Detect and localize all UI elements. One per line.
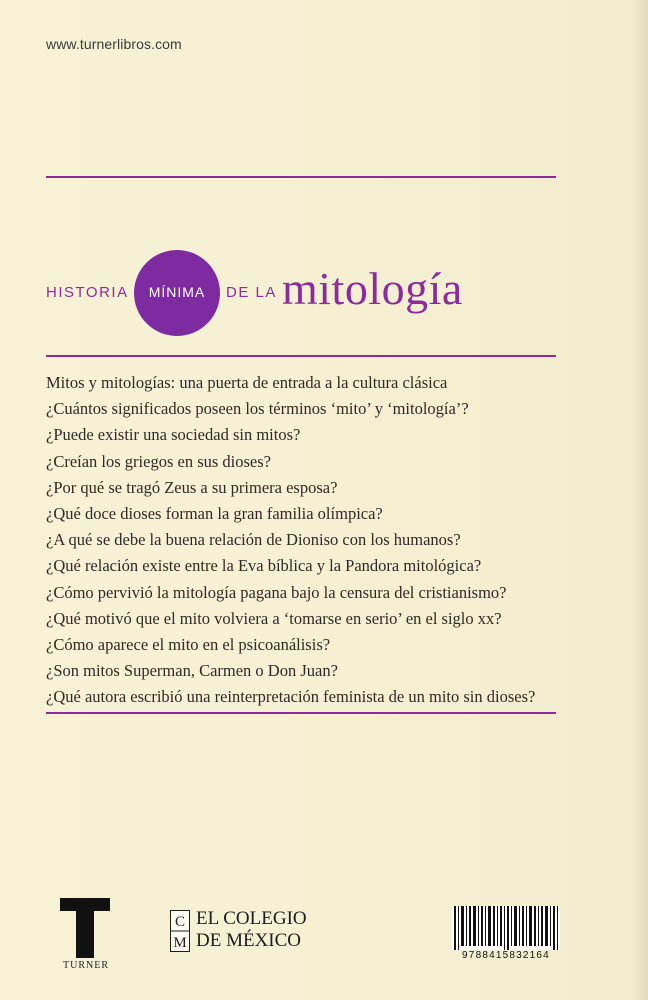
colegio-name <box>196 908 307 952</box>
turner-label: TURNER <box>63 960 109 971</box>
book-title <box>46 250 566 336</box>
barcode-icon <box>452 906 560 950</box>
svg-text:C: C <box>174 914 186 930</box>
title-minima: MÍNIMA <box>148 284 206 300</box>
turner-logo-icon <box>60 898 110 960</box>
colegio-logo-icon <box>170 910 190 952</box>
divider-middle <box>46 355 556 357</box>
question-item: ¿Qué motivó que el mito volviera a ‘tomarse en serio’ en el siglo xx? <box>46 608 502 628</box>
question-item: ¿Qué doce dioses forman la gran familia olímpica? <box>46 504 383 524</box>
question-item: ¿Cuántos significados poseen los términos ‘mito’ y ‘mitología’? <box>46 399 469 419</box>
publisher-website[interactable]: www.turnerlibros.com <box>46 36 182 52</box>
colegio-line2: DE MÉXICO <box>196 930 302 951</box>
question-list <box>46 370 586 711</box>
title-de-la: DE LA <box>226 284 277 301</box>
question-item: ¿Cómo aparece el mito en el psicoanálisis? <box>46 635 331 655</box>
question-item: ¿A qué se debe la buena relación de Dioniso con los humanos? <box>46 530 461 550</box>
divider-bottom <box>46 712 556 714</box>
svg-text:M: M <box>173 935 187 951</box>
question-item: ¿Qué relación existe entre la Eva bíblica y la Pandora mitológica? <box>46 556 482 576</box>
question-item: ¿Por qué se tragó Zeus a su primera esposa? <box>46 477 338 497</box>
question-item: ¿Cómo pervivió la mitología pagana bajo la censura del cristianismo? <box>46 582 507 602</box>
question-item: ¿Creían los griegos en sus dioses? <box>46 451 271 471</box>
title-mitologia: mitología <box>282 263 463 314</box>
title-historia: HISTORIA <box>46 284 129 301</box>
page-edge-shadow <box>632 0 648 1000</box>
question-item: ¿Puede existir una sociedad sin mitos? <box>46 425 301 445</box>
question-item: ¿Son mitos Superman, Carmen o Don Juan? <box>46 661 338 681</box>
question-item: Mitos y mitologías: una puerta de entrada a la cultura clásica <box>46 373 448 392</box>
colegio-line1: EL COLEGIO <box>196 908 307 929</box>
isbn-number: 9788415832164 <box>462 950 550 961</box>
divider-top <box>46 176 556 178</box>
question-item: ¿Qué autora escribió una reinterpretación feminista de un mito sin dioses? <box>46 687 536 707</box>
